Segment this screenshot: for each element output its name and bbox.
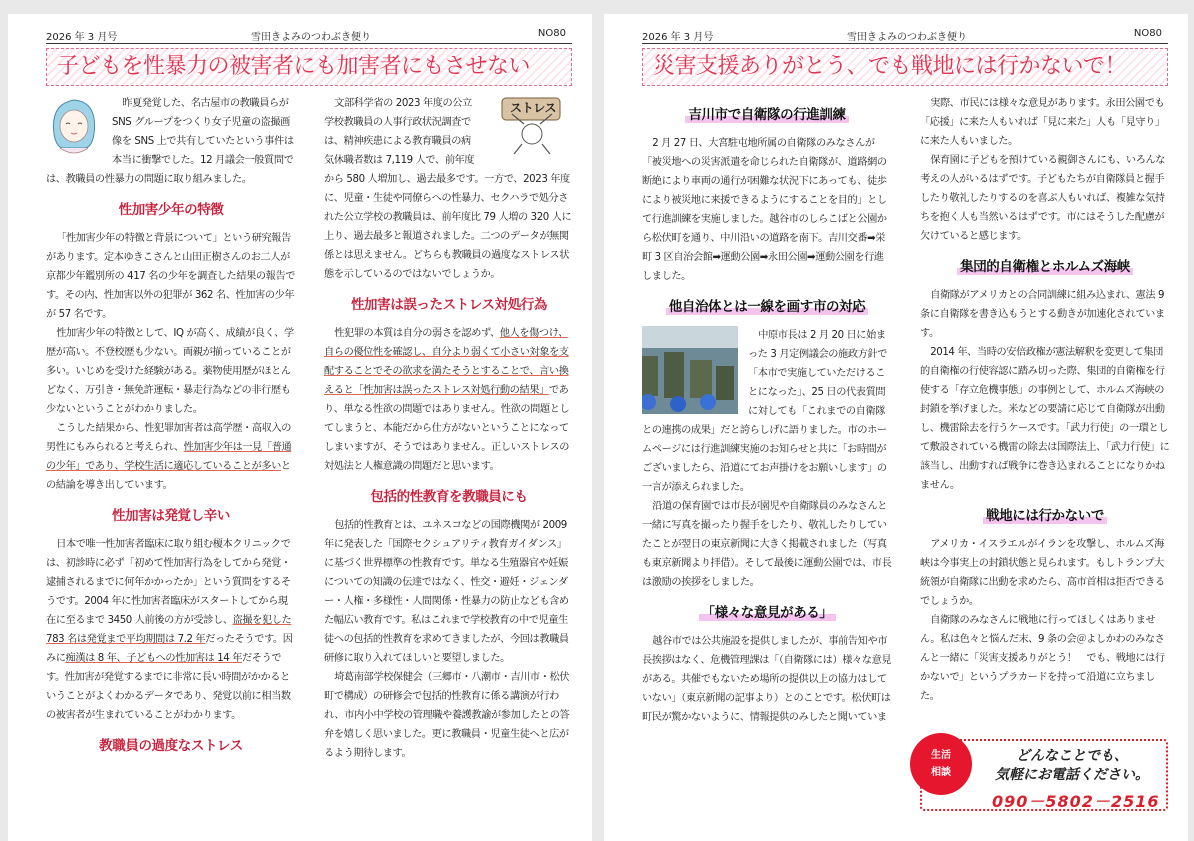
text: だったそうです。因みに bbox=[46, 634, 293, 664]
badge-text: 相談 bbox=[931, 767, 951, 778]
badge-text: 生活 bbox=[931, 750, 951, 761]
underlined-text: 性加害少年は一見「普通の少年」であり、学校生活に適応していることが多い bbox=[46, 442, 292, 472]
intro-paragraph: 昨夏発覚した、名古屋市の教職員らが SNS グループをつくり女子児童の盗撮画像を SNS 上で共有していたという事件は本当に衝撃でした。12 月議会一般質問では、教職員の性暴力の問題に取り組みました。 bbox=[46, 98, 294, 185]
text: だそうです。性加害が発覚するまでに非常に長い時間がかかるということがよくわかるデータであり、発覚以前に相当数の被害者が生まれていることがわかります。 bbox=[46, 653, 291, 721]
heading-text: 「様々な意見がある」 bbox=[699, 605, 836, 621]
left-column-1 bbox=[46, 94, 296, 833]
consultation-callout bbox=[920, 739, 1168, 811]
heading-offender-traits: 性加害少年の特徴 bbox=[118, 202, 224, 218]
paragraph: 2 月 27 日、大宮駐屯地所属の自衛隊のみなさんが「被災地への災害派遣を命じられた自衛隊が、道路網の断絶により車両の通行が困難な状況下にあっても、徒歩により被災地に来援できるようにすることを目的」として行進訓練を実施しました。越谷市のしらこばと公園から松伏町を通り、中川沿いの道路を南下。吉川交番➡栄町 3 区自治会館➡運動公園➡永田公園➡運動公園を行進しました。 bbox=[642, 138, 887, 282]
woman-illustration-icon bbox=[46, 94, 102, 158]
text: であり、単なる性欲の問題ではありません。性欲の問題としてしまうと、本能だから仕方がないということになってしまいますが、そうではありません。正しいストレスの対処法と人権意識の問題だと思います。 bbox=[324, 385, 570, 472]
text: 性犯罪の本質は自分の弱さを認めず、 bbox=[334, 328, 500, 339]
publication-name: 雪田きよみのつわぶき便り bbox=[251, 32, 371, 43]
consultation-badge bbox=[910, 733, 972, 795]
page-header bbox=[46, 24, 572, 44]
heading-collective-self-defense bbox=[920, 258, 1170, 276]
heading-dont-go-to-war bbox=[920, 507, 1170, 525]
phone-number[interactable]: 090－5802－2516 bbox=[992, 792, 1160, 811]
underlined-text: 痴漢は 8 年、子どもへの性加害は 14 年 bbox=[65, 653, 242, 664]
heading-text: 集団的自衛権とホルムズ海峡 bbox=[957, 259, 1133, 275]
paragraph bbox=[46, 419, 296, 495]
heading-hard-to-detect: 性加害は発覚し辛い bbox=[112, 508, 230, 524]
publication-name: 雪田きよみのつわぶき便り bbox=[847, 32, 967, 43]
text: 日本で唯一性加害者臨床に取り組む榎本クリニックでは、初診時に必ず「初めて性加害行為をしてから発覚・逮捕されるまでに何年かかったか」という質問をするそうです。2004 年に性加害者臨床がスタートしてから現在に至るまで 3450 人前後の方が受診し、 bbox=[46, 539, 291, 626]
paragraph bbox=[324, 324, 574, 476]
right-column-1 bbox=[642, 94, 892, 833]
paragraph: 沿道の保育園では市長が園児や自衛隊員のみなさんと一緒に写真を撮ったり握手をしたり、敬礼したりしていたことが翌日の東京新聞に大きく掲載されました（写真も東京新聞より拝借）。そして最後に運動公園では、市長は激励の挨拶をしました。 bbox=[642, 501, 892, 588]
heading-wrong-stress-coping: 性加害は誤ったストレス対処行為 bbox=[350, 297, 548, 313]
page-title: 災害支援ありがとう、でも戦地には行かないで！ bbox=[642, 48, 1168, 86]
paragraph: 実際、市民には様々な意見があります。永田公園でも「応援」に来た人もいれば「見に来た」人も「見守り」に来た人もいました。 bbox=[920, 98, 1165, 147]
page-header bbox=[642, 24, 1168, 44]
callout-message bbox=[982, 747, 1162, 785]
text: 文部科学省の 2023 年度の公立学校教職員の人事行政状況調査では、精神疾患による教育職員の病気休職者数は 7,119 人で、前年度から 580 人増加し、過去最多です。一方で、2023 年度に、児童・生徒や同僚らへの性暴力、セクハラで処分された公立学校の教職員は、前年度比 79 人増の 320 人に上り、過去最多と報道されました。二つのデータが無関係とは思えません。どちらも教職員の過度なストレス状態を示しているのではないでしょうか。 bbox=[324, 98, 572, 280]
paragraph: 2014 年、当時の安倍政権が憲法解釈を変更して集団的自衛権の行使容認に踏み切った際、集団的自衛権を行使する「存立危機事態」の事例として、ホルムズ海峡の封鎖を挙げました。米などの要請に応じて自衛隊が出動し、機雷除去を行うケースです。「武力行使」の一環として敷設されている機雷の除去は国際法上、「武力行使」に該当し、出動すれば戦争に巻き込まれることになりかねません。 bbox=[920, 347, 1170, 491]
page-title: 子どもを性暴力の被害者にも加害者にもさせない bbox=[46, 48, 572, 86]
right-page bbox=[604, 14, 1188, 841]
paragraph: 性加害少年の特徴として、IQ が高く、成績が良く、学歴が高い。不登校歴も少ない。両親が揃っていることが多い。いじめを受けた経験がある。薬物使用歴がほとんどなく、万引き・無免許運転・暴走行為などの非行歴も少ないということがわかりました。 bbox=[46, 328, 294, 415]
paragraph: 保育園に子どもを預けている親御さんにも、いろんな考えの人がいるはずです。子どもたちが自衛隊員と握手したり敬礼したりするのを喜ぶ人もいれば、複雑な気持ちを抱く人も当然いるはずです。市にはそうした配慮が欠けていると感じます。 bbox=[920, 155, 1166, 242]
stress-illustration bbox=[488, 94, 574, 156]
issue-date: 2026 年 3 月号 bbox=[46, 32, 118, 43]
news-photo bbox=[642, 326, 738, 414]
stress-label: ストレス bbox=[510, 101, 557, 115]
issue-number: NO80 bbox=[1133, 28, 1162, 39]
text: との結論を導き出しています。 bbox=[46, 461, 291, 491]
paragraph: 自衛隊がアメリカとの合同訓練に組み込まれ、憲法 9 条に自衛隊を書き込もうとする動きが加速化されています。 bbox=[920, 290, 1165, 339]
left-page bbox=[8, 14, 592, 841]
paragraph bbox=[642, 326, 892, 497]
underlined-text: 盗撮を犯した 783 名は発覚まで平均期間は 7.2 年 bbox=[46, 615, 292, 645]
paragraph bbox=[324, 94, 574, 284]
message-line: 気軽にお電話ください。 bbox=[995, 767, 1149, 783]
heading-march-training bbox=[642, 106, 892, 124]
heading-city-response bbox=[642, 298, 892, 316]
paragraph: 越谷市では公共施設を提供しましたが、事前告知や市長挨拶はなく、危機管理課は「（自衛隊には）様々な意見がある。共催でもないため場所の提供以上の協力はしていない」（東京新聞の記事より）とのことです。松伏町は町民が驚かないように、情報提供のみしたと聞いていま bbox=[642, 636, 892, 723]
underlined-text: 他人を傷つけ、自らの優位性を確認し、自分より弱くて小さい対象を支配することでその欲求を満たそうとすることで、言い換えると「性加害は誤ったストレス対処行動の結果」 bbox=[324, 328, 569, 396]
issue-number: NO80 bbox=[537, 28, 566, 39]
paragraph: 埼葛南部学校保健会（三郷市・八潮市・吉川市・松伏町で構成）の研修会で包括的性教育に係る講演が行われ、市内小中学校の管理職や養護教諭が参加したとの答弁を嬉しく思いました。更に教職員・児童生徒へと広がるよう期待します。 bbox=[324, 672, 570, 759]
message-line: どんなことでも、 bbox=[1016, 748, 1128, 764]
heading-comprehensive-sex-ed: 包括的性教育を教職員にも bbox=[370, 489, 528, 505]
paragraph: 包括的性教育とは、ユネスコなどの国際機関が 2009 年に発表した「国際セクシュアリティ教育ガイダンス」に基づく世界標準の性教育です。単なる生殖器官や妊娠についての知識の伝達ではなく、性交・避妊・ジェンダー・人権・多様性・人間関係・性暴力の防止なども含めた幅広い教育です。私はこれまで学校教育の中で児童生徒への包括的性教育を求めてきましたが、今回は教職員研修に取り入れてほしいと要望しました。 bbox=[324, 520, 569, 664]
heading-various-opinions bbox=[642, 604, 892, 622]
paragraph: アメリカ・イスラエルがイランを攻撃し、ホルムズ海峡は今事実上の封鎖状態と見られます。もしトランプ大統領が自衛隊に出動を求めたら、高市首相は拒否できるでしょうか。 bbox=[920, 539, 1165, 607]
paragraph bbox=[46, 535, 296, 725]
paragraph: 自衛隊のみなさんに戦地に行ってほしくはありません。私は色々と悩んだ末、9 条の会＠よしかわのみなさんと一緒に「災害支援ありがとう！ でも、戦地には行かないで」というプラカードを持って沿道に立ちました。 bbox=[920, 615, 1165, 702]
heading-text: 戦地には行かないで bbox=[983, 508, 1107, 524]
paragraph: 「性加害少年の特徴と背景について」という研究報告があります。定本ゆきこさんと山田正樹さんのお二人が京都少年鑑別所の 417 名の少年を調査した結果の報告です。その内、性加害以外の犯罪が 362 名、性加害の少年が 57 名です。 bbox=[46, 233, 296, 320]
issue-date: 2026 年 3 月号 bbox=[642, 32, 714, 43]
right-column-2 bbox=[920, 94, 1170, 833]
text: こうした結果から、性犯罪加害者は高学歴・高収入の男性にもみられると考えられ、 bbox=[46, 423, 292, 453]
heading-text: 吉川市で自衛隊の行進訓練 bbox=[685, 107, 848, 123]
heading-teacher-stress: 教職員の過度なストレス bbox=[99, 738, 243, 754]
text: 中原市長は 2 月 20 日に始まった 3 月定例議会の施政方針で「本市で実施していただけることになった」、25 日の代表質問に対しても「これまでの自衛隊との連携の成果」だと誇らしげに語りました。市のホームページには行進訓練実施のお知らせと共に「お時間がございましたら、沿道にてお声掛けをお願いします」の一言が添えられました。 bbox=[642, 330, 887, 493]
left-column-2 bbox=[324, 94, 574, 833]
heading-text: 他自治体とは一線を画す市の対応 bbox=[666, 299, 869, 315]
